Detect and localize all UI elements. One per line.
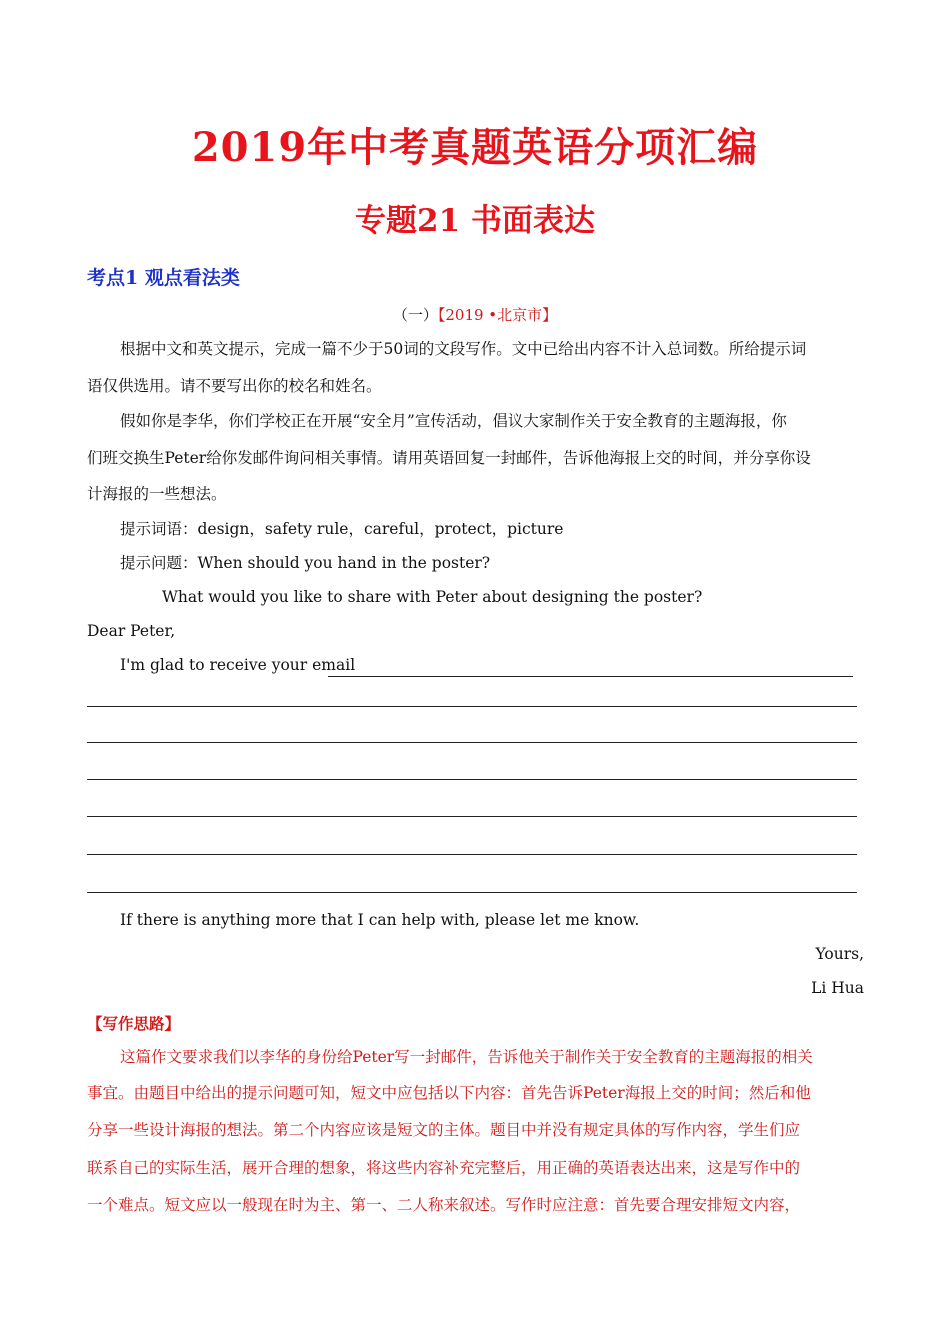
letter-sign-off: Yours, <box>815 945 864 963</box>
letter-opening: I'm glad to receive your email <box>120 656 356 674</box>
question-source-line <box>0 302 950 328</box>
main-title: 2019年中考真题英语分项汇编 <box>191 124 759 171</box>
hint-question-2: What would you like to share with Peter about designing the poster? <box>162 588 703 606</box>
analysis-line: 这篇作文要求我们以李华的身份给Peter写一封邮件，告诉他关于制作关于安全教育的主题海报的相关 <box>120 1048 813 1066</box>
question-number: （一） <box>392 306 438 324</box>
answer-blank-line[interactable] <box>87 816 857 817</box>
hint-words: 提示词语：design，safety rule，careful，protect，picture <box>120 520 564 538</box>
analysis-line: 事宜。由题目中给出的提示问题可知，短文中应包括以下内容：首先告诉Peter海报上交的时间；然后和他 <box>87 1084 811 1102</box>
answer-blank-inline[interactable] <box>328 676 853 677</box>
instruction-line: 假如你是李华，你们学校正在开展“安全月”宣传活动，倡议大家制作关于安全教育的主题海报，你 <box>120 412 787 430</box>
answer-blank-line[interactable] <box>87 742 857 743</box>
sub-title: 专题21 书面表达 <box>355 203 595 239</box>
instruction-line: 根据中文和英文提示，完成一篇不少于50词的文段写作。文中已给出内容不计入总词数。所给提示词 <box>120 340 807 358</box>
answer-blank-line[interactable] <box>87 779 857 780</box>
analysis-heading: 【写作思路】 <box>87 1014 181 1033</box>
letter-greeting: Dear Peter, <box>87 622 176 640</box>
section-heading: 考点1 观点看法类 <box>87 267 240 289</box>
answer-blank-line[interactable] <box>87 854 857 855</box>
question-source: 【2019 •北京市】 <box>437 306 558 324</box>
instruction-line: 计海报的一些想法。 <box>87 485 227 503</box>
analysis-line: 联系自己的实际生活，展开合理的想象，将这些内容补充完整后，用正确的英语表达出来，这是写作中的 <box>87 1159 801 1177</box>
instruction-line: 语仅供选用。请不要写出你的校名和姓名。 <box>87 377 382 395</box>
answer-blank-line[interactable] <box>87 706 857 707</box>
instruction-line: 们班交换生Peter给你发邮件询问相关事情。请用英语回复一封邮件，告诉他海报上交的时间，并分享你设 <box>87 449 811 467</box>
letter-closing-line: If there is anything more that I can help with, please let me know. <box>120 911 640 929</box>
answer-blank-line[interactable] <box>87 892 857 893</box>
analysis-line: 分享一些设计海报的想法。第二个内容应该是短文的主体。题目中并没有规定具体的写作内容，学生们应 <box>87 1121 801 1139</box>
analysis-line: 一个难点。短文应以一般现在时为主、第一、二人称来叙述。写作时应注意：首先要合理安排短文内容， <box>87 1196 801 1214</box>
hint-question-1: 提示问题：When should you hand in the poster? <box>120 554 491 572</box>
letter-signature: Li Hua <box>811 979 864 997</box>
